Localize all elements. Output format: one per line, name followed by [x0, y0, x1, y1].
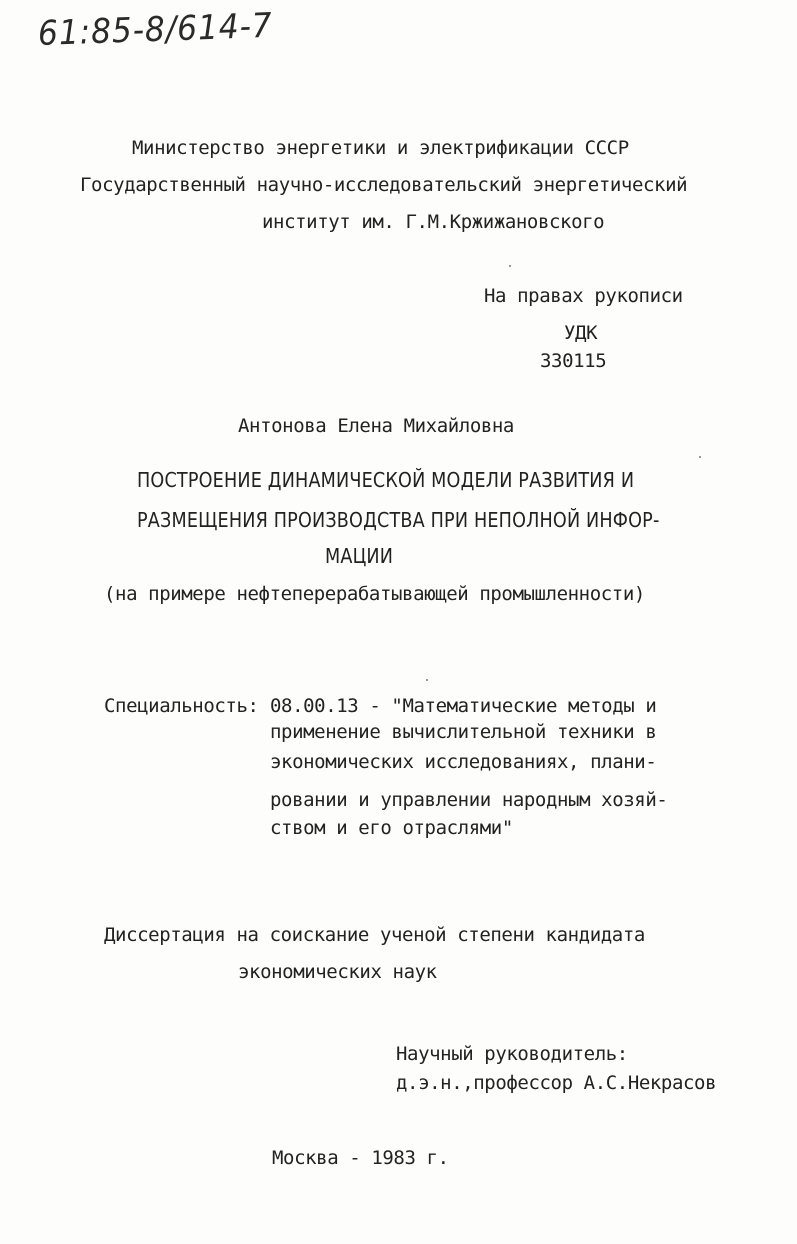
title-line-3: МАЦИИ: [325, 544, 394, 568]
author-name: Антонова Елена Михайловна: [238, 415, 514, 437]
title-line-1: ПОСТРОЕНИЕ ДИНАМИЧЕСКОЙ МОДЕЛИ РАЗВИТИЯ И: [137, 468, 635, 492]
specialty-line-3: экономических исследованиях, плани-: [270, 751, 657, 773]
udk-label: УДК: [564, 322, 598, 344]
specialty-line-5: ством и его отраслями": [270, 817, 513, 839]
institute-line-2: институт им. Г.М.Кржижановского: [262, 211, 605, 233]
city-year: Москва - 1983 г.: [272, 1147, 449, 1169]
paper-speck: [426, 679, 428, 681]
ministry-line: Министерство энергетики и электрификации СССР: [132, 137, 629, 159]
degree-line-2: экономических наук: [238, 961, 437, 983]
handwritten-catalog-number: 61:85-8/614-7: [37, 5, 274, 54]
udk-value: 330115: [540, 350, 607, 372]
paper-speck: [699, 456, 701, 458]
supervisor-label: Научный руководитель:: [396, 1043, 628, 1065]
supervisor-name: д.э.н.,профессор А.С.Некрасов: [396, 1072, 717, 1094]
specialty-line-4: ровании и управлении народным хозяй-: [270, 789, 668, 811]
institute-line-1: Государственный научно-исследовательский энергетический: [80, 174, 688, 196]
paper-speck: [509, 265, 511, 267]
title-line-2: РАЗМЕЩЕНИЯ ПРОИЗВОДСТВА ПРИ НЕПОЛНОЙ ИНФОР-: [137, 508, 660, 532]
specialty-line-1: 08.00.13 - "Математические методы и: [270, 695, 657, 717]
degree-line-1: Диссертация на соискание ученой степени кандидата: [104, 924, 645, 946]
specialty-line-2: применение вычислительной техники в: [270, 721, 657, 743]
title-subtitle: (на примере нефтеперерабатывающей промышленности): [104, 583, 645, 605]
specialty-label: Специальность:: [104, 695, 259, 717]
rights-reserved: На правах рукописи: [484, 285, 683, 307]
